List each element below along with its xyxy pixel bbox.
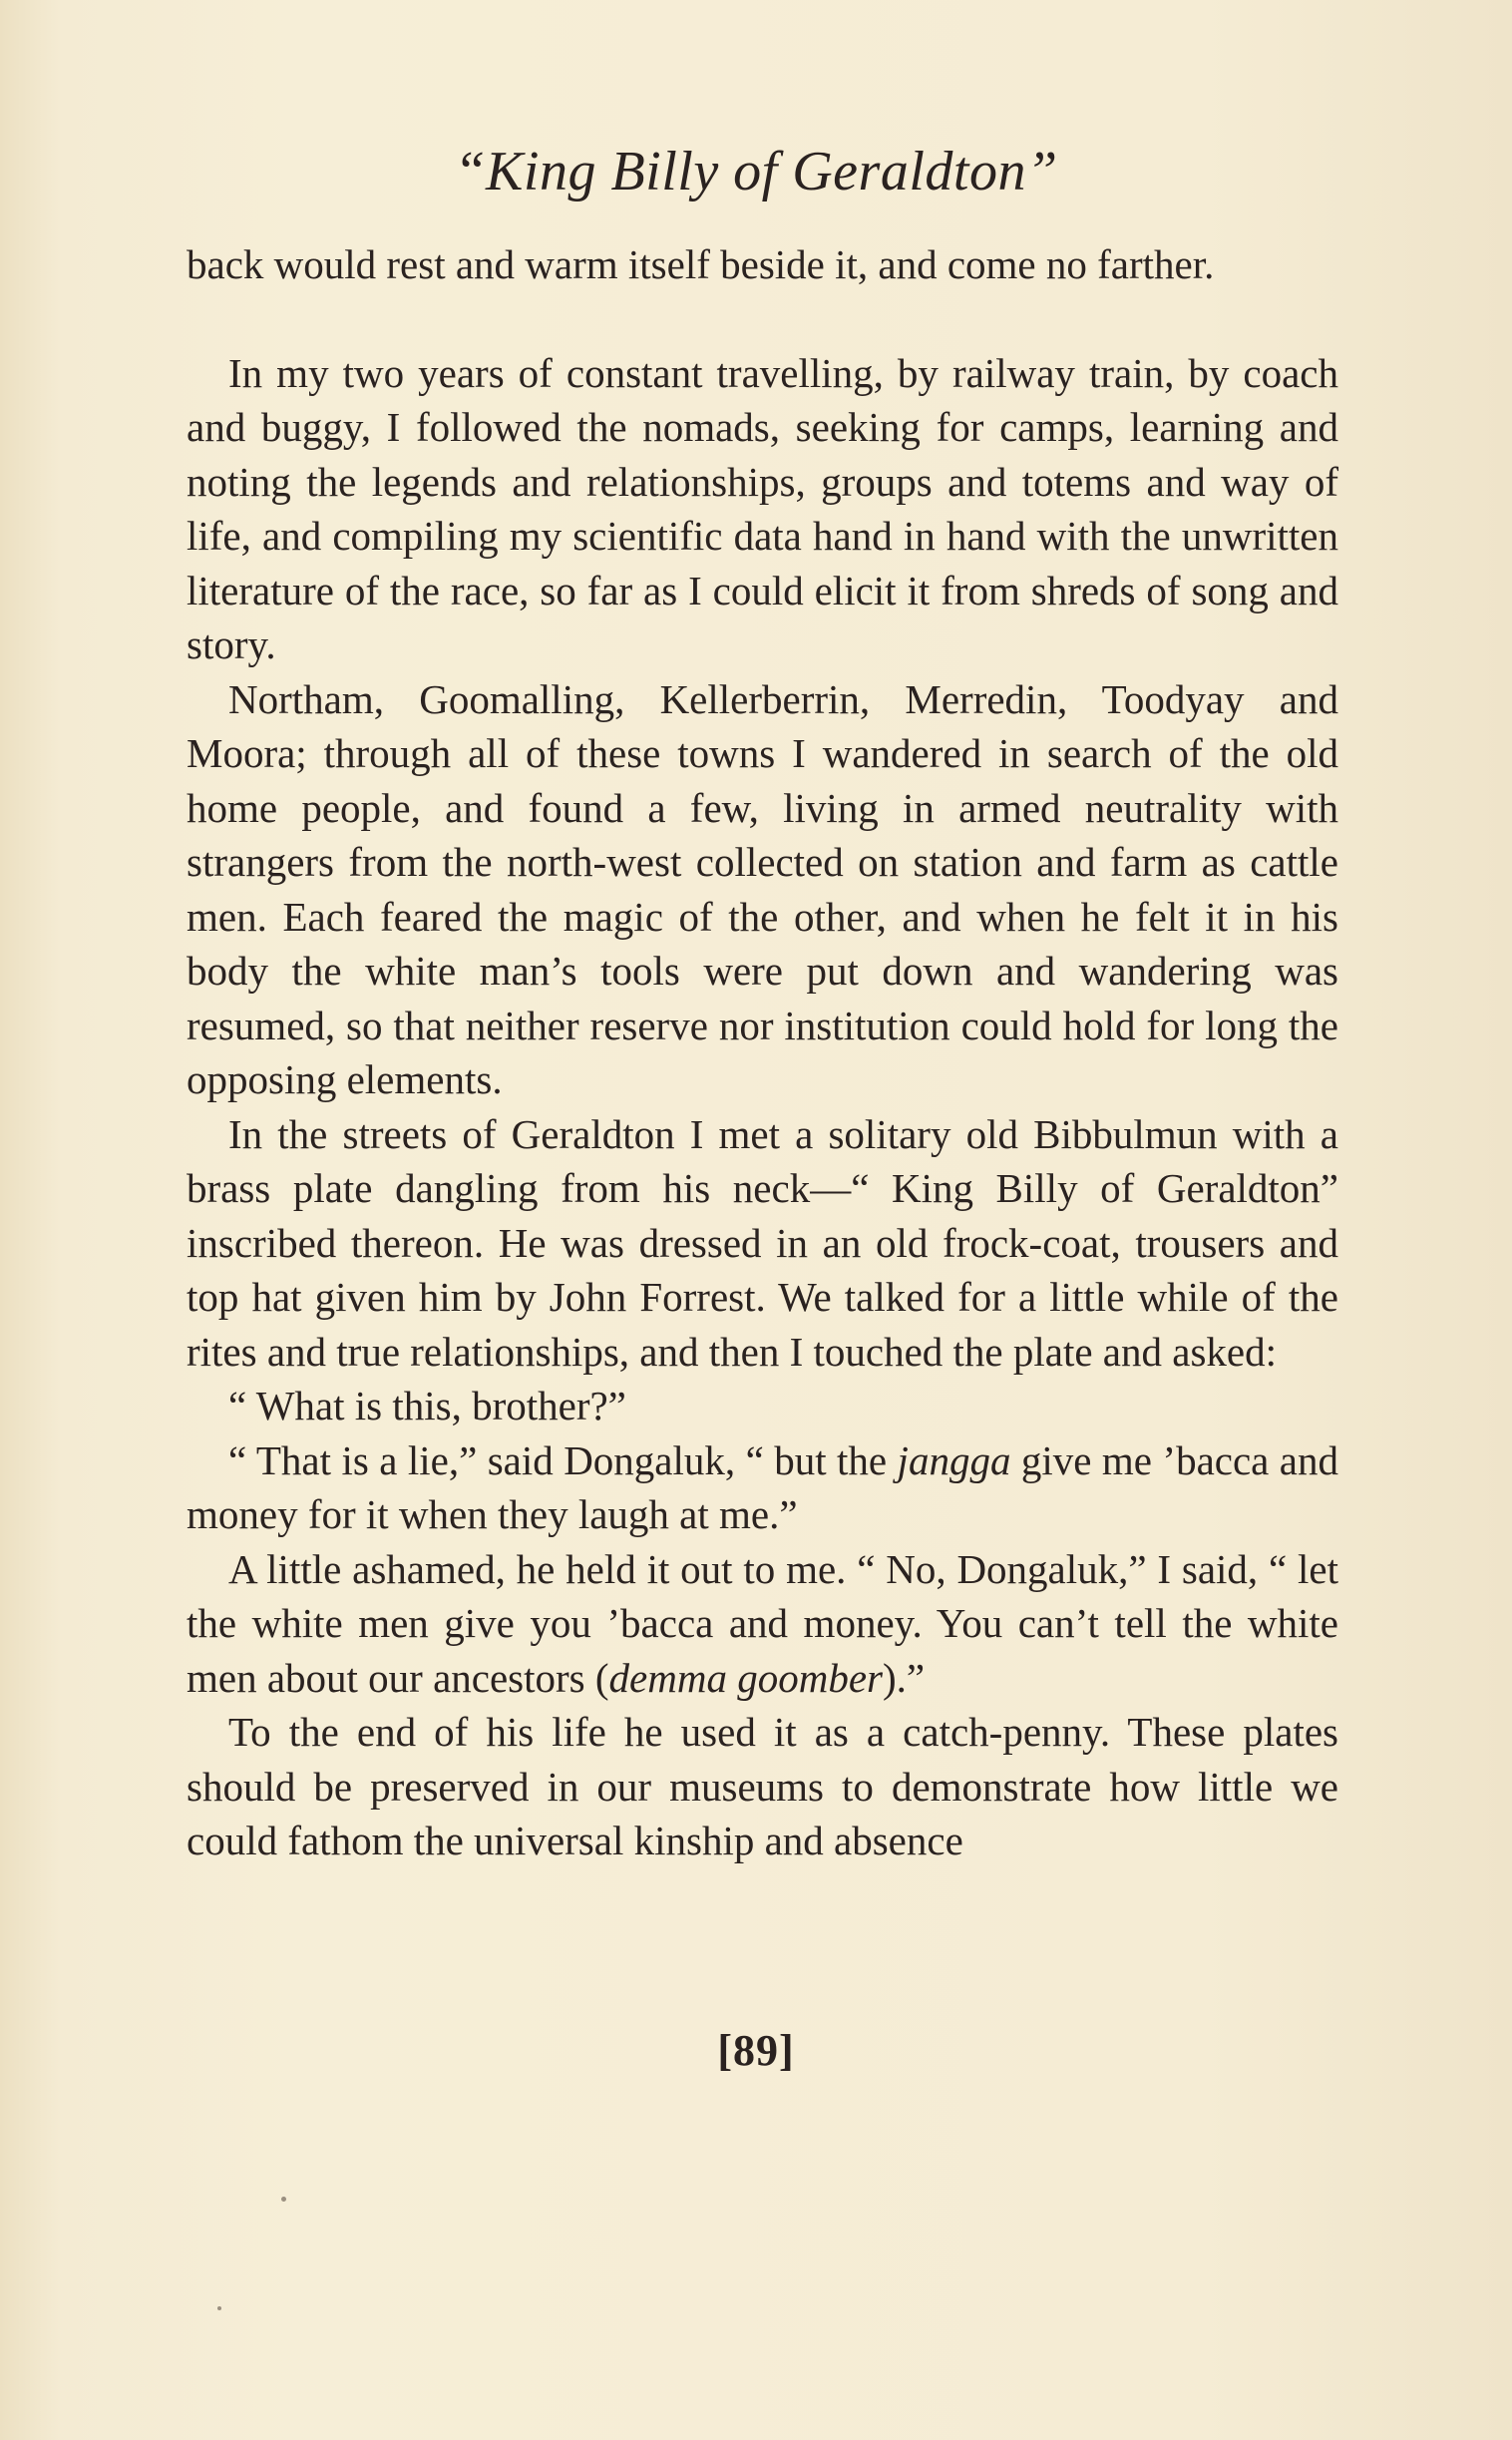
ashamed-text-before: A little ashamed, he held it out to me. “ No, Dongaluk,” I said, “ let the white men give you ’bacca and money. You can’t tell the white men about our ancestors ( [187, 1545, 1338, 1701]
paragraph-geraldton: In the streets of Geraldton I met a solitary old Bibbulmun with a brass plate dangling from his neck—“ King Billy of Geraldton” inscribed thereon. He was dressed in an old frock-coat, trousers and top hat given him by John Forrest. We talked for a little while of the rites and true relationships, and then I touched the plate and asked: [187, 1110, 1338, 1375]
page-number: [89] [717, 2026, 795, 2075]
paper-speck [217, 2306, 221, 2310]
paper-speck [281, 2197, 286, 2202]
paragraph-reply [187, 1433, 1338, 1542]
ashamed-text-after: ).” [882, 1654, 926, 1701]
paragraph-travels: In my two years of constant travelling, by railway train, by coach and buggy, I followed the nomads, seeking for camps, learning and noting the legends and relationships, groups and totems and way of life, and compiling my scientific data hand in hand with the unwritten literature of the race, so far as I could elicit it from shreds of song and story. [187, 349, 1338, 667]
paragraph-towns: Northam, Goomalling, Kellerberrin, Merredin, Toodyay and Moora; through all of these towns I wandered in search of the old home people, and found a few, living in armed neutrality with strangers from the north-west collected on station and farm as cattle men. Each feared the magic of the other, and when he felt it in his body the white man’s tools were put down and wandering was resumed, so that neither reserve nor institution could hold for long the opposing elements. [187, 675, 1338, 1102]
running-head: “King Billy of Geraldton” [454, 141, 1058, 203]
paragraph-catch-penny: To the end of his life he used it as a catch-penny. These plates should be preserved in our museums to demonstrate how little we could fathom the universal kinship and absence [187, 1709, 1338, 1863]
body-text [187, 237, 1338, 1868]
reply-text-after: give me ’bacca and money for it when they laugh at me.” [187, 1436, 1338, 1537]
paragraph-ashamed [187, 1542, 1338, 1706]
paragraph-question: “ What is this, brother?” [228, 1383, 626, 1428]
reply-text-before: “ That is a lie,” said Dongaluk, “ but the [228, 1436, 898, 1483]
ashamed-italic-demma-goomber: demma goomber [608, 1654, 883, 1701]
paragraph-continuation: back would rest and warm itself beside it, and come no farther. [187, 241, 1215, 287]
reply-italic-jangga: jangga [897, 1436, 1011, 1483]
